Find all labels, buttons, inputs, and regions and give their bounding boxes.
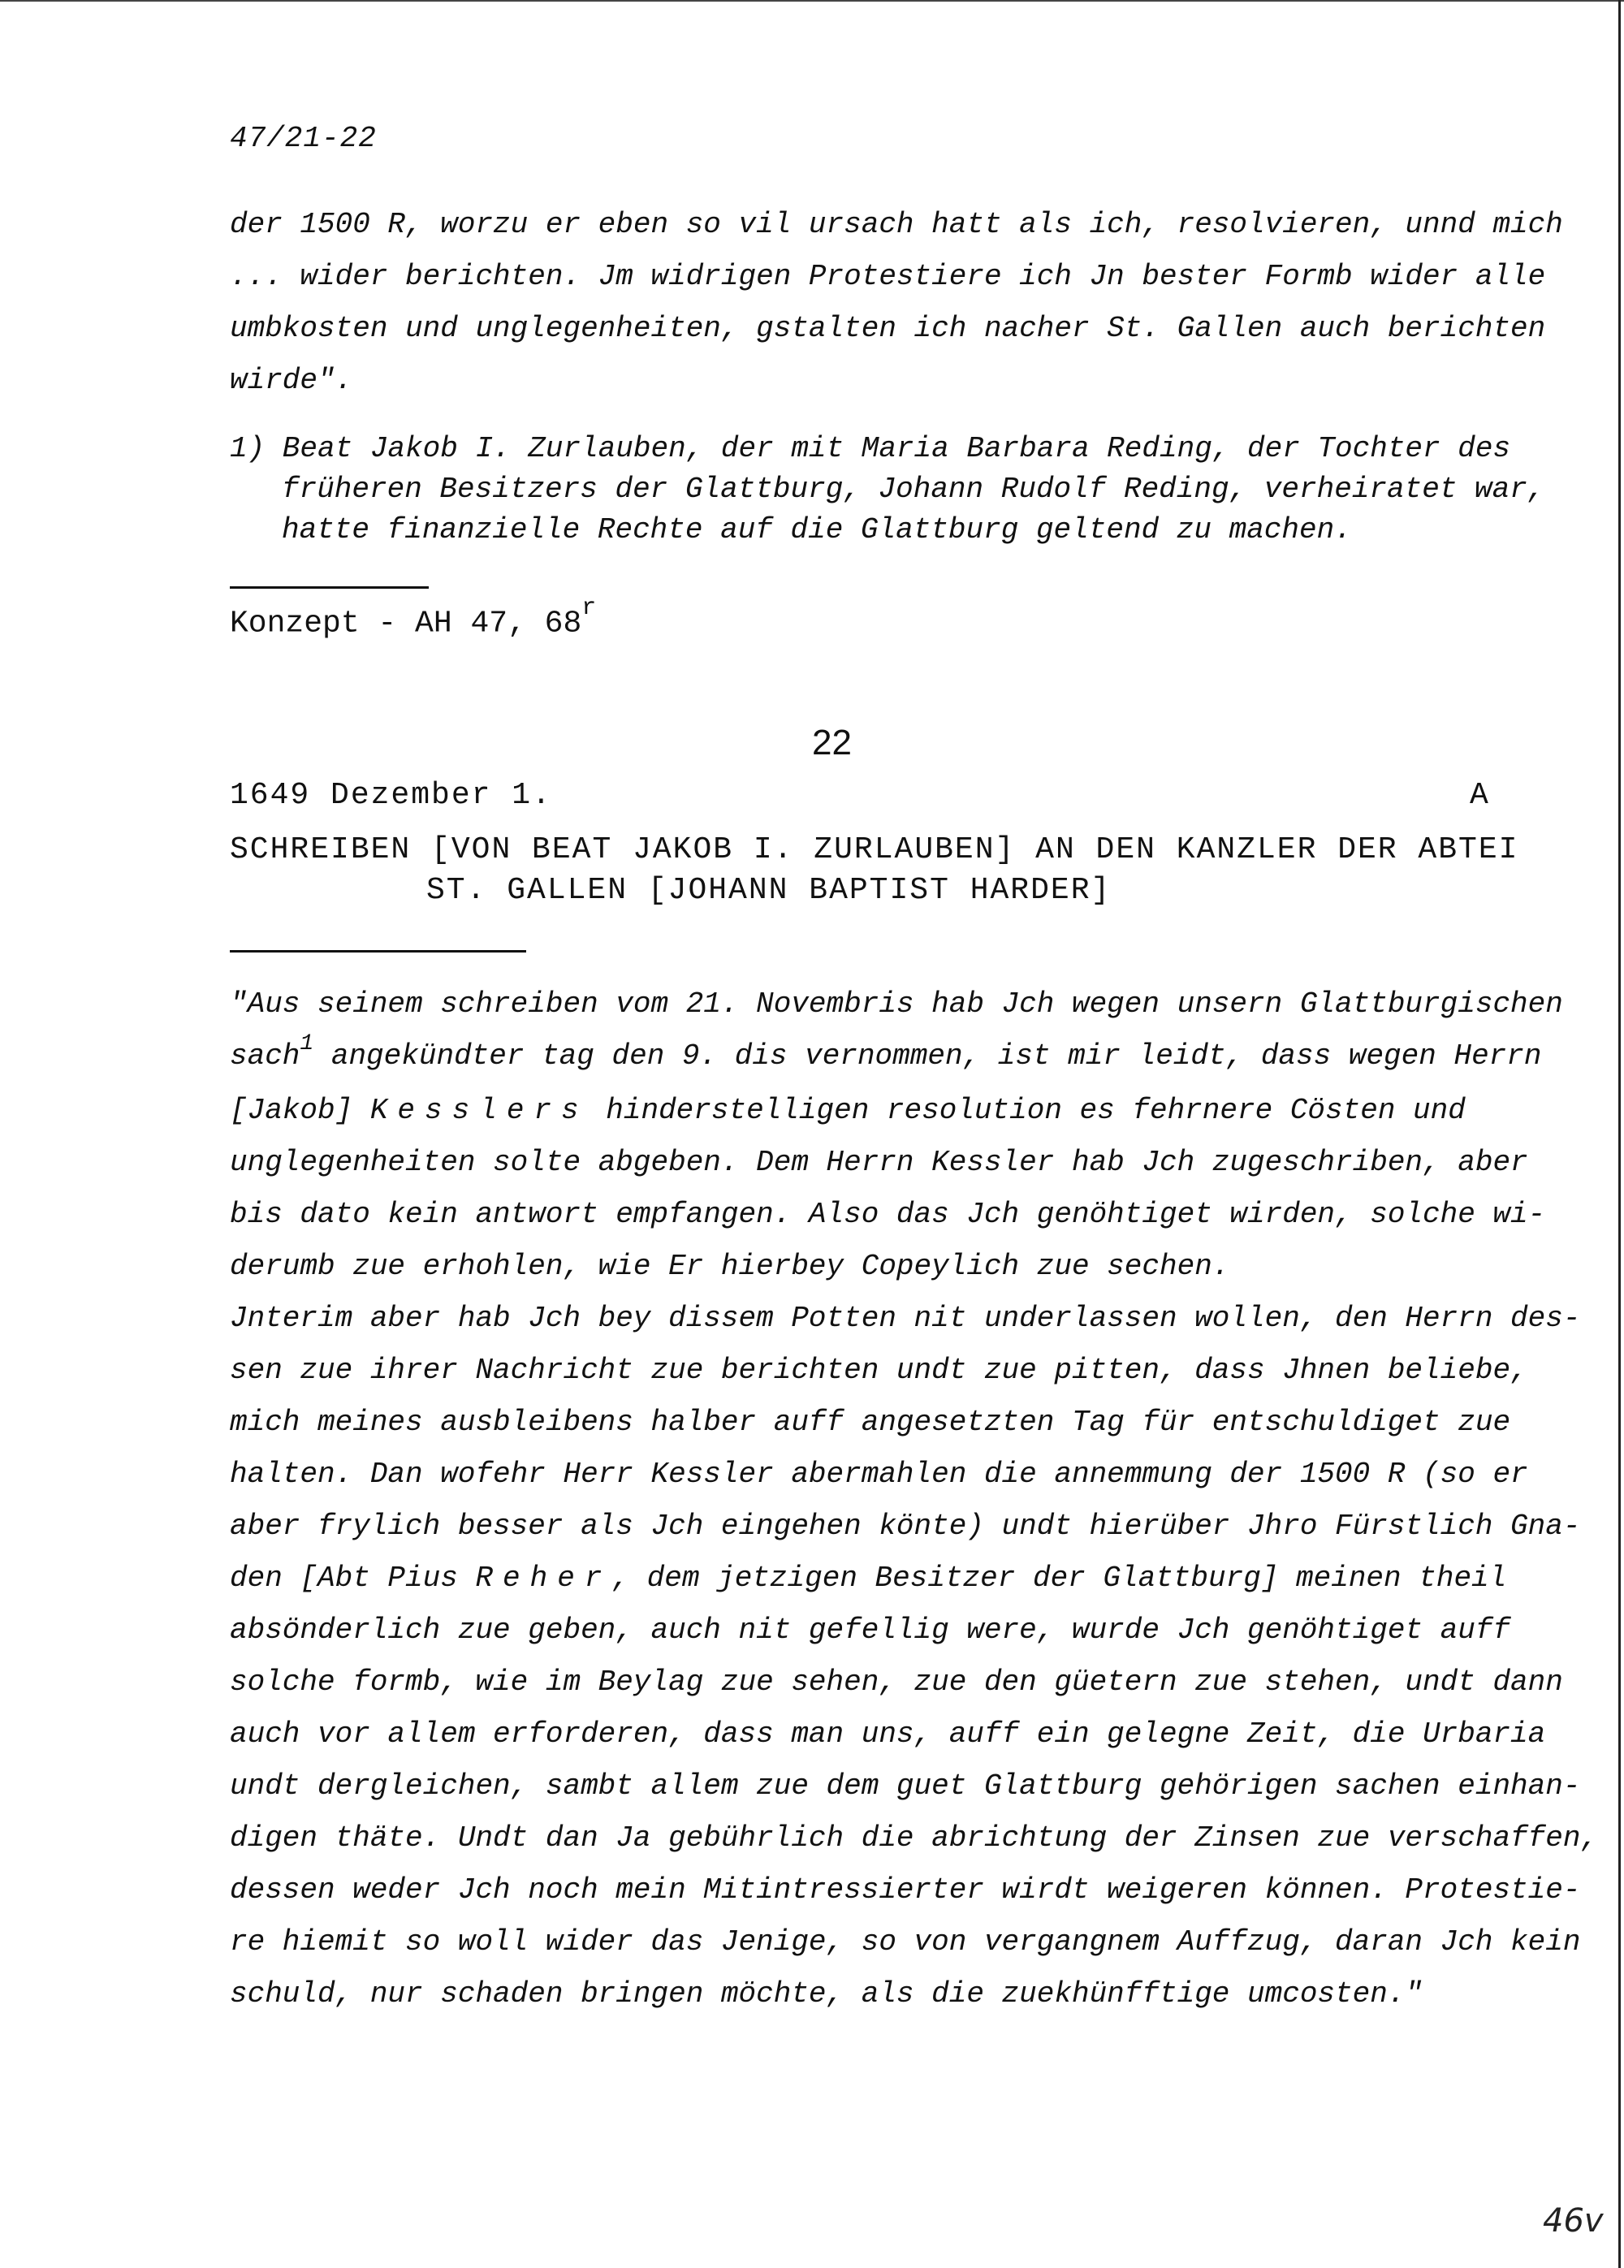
text-line: digen thäte. Undt dan Ja gebührlich die abrichtung der Zinsen zue verschaffen, [230, 1821, 1599, 1855]
scan-edge-right [1618, 0, 1621, 2268]
text-segment: angekündter tag den 9. dis vernommen, ist mir leidt, dass wegen Herrn [313, 1039, 1542, 1073]
text-line: Jnterim aber hab Jch bey dissem Potten nit underlassen wollen, den Herrn des- [230, 1302, 1581, 1335]
letter-body [230, 978, 1599, 2020]
folio-stamp: 46v [1543, 2202, 1604, 2240]
text-line: derumb zue erhohlen, wie Er hierbey Copeylich zue sechen. [230, 1250, 1230, 1283]
text-line: ... wider berichten. Jm widrigen Protestiere ich Jn bester Formb wider alle [230, 260, 1546, 293]
text-line: bis dato kein antwort empfangen. Also das Jch genöhtiget wirden, solche wi- [230, 1198, 1546, 1231]
text-line: umbkosten und unglegenheiten, gstalten ich nacher St. Gallen auch berichten [230, 312, 1546, 345]
footnote-line: 1) Beat Jakob I. Zurlauben, der mit Maria Barbara Reding, der Tochter des [230, 432, 1511, 465]
text-line: der 1500 R, worzu er eben so vil ursach hatt als ich, resolvieren, unnd mich [230, 208, 1563, 241]
previous-document-text [230, 199, 1563, 407]
spaced-name: Kesslers [369, 1094, 589, 1127]
text-line [230, 1553, 1529, 1605]
separator-rule [230, 950, 526, 953]
text-line: re hiemit so woll wider das Jenige, so von vergangnem Auffzug, daran Jch kein [230, 1925, 1581, 1959]
footnote-marker: 1 [300, 1031, 314, 1056]
entry-number: 22 [812, 723, 852, 762]
text-segment: [Jakob] [230, 1094, 370, 1127]
text-line: unglegenheiten solte abgeben. Dem Herrn Kessler hab Jch zugeschriben, aber [230, 1146, 1528, 1179]
text-line: dessen weder Jch noch mein Mitintressierter wirdt weigeren können. Protestie- [230, 1873, 1581, 1907]
text-line: absönderlich zue geben, auch nit gefellig were, wurde Jch genöhtiget auff [230, 1614, 1511, 1647]
heading-line: ST. GALLEN [JOHANN BAPTIST HARDER] [426, 873, 1112, 908]
text-line: solche formb, wie im Beylag zue sehen, zue den güetern zue stehen, undt dann [230, 1665, 1563, 1699]
text-segment: den [Abt Pius [230, 1562, 476, 1595]
footnote [230, 429, 1545, 551]
text-line: halten. Dan wofehr Herr Kessler abermahlen die annemmung der 1500 R (so er [230, 1458, 1528, 1491]
scan-edge-top [0, 0, 1624, 2]
spaced-name: Reher [475, 1562, 612, 1595]
entry-date: 1649 Dezember 1. [230, 778, 552, 813]
text-line: undt dergleichen, sambt allem zue dem guet Glattburg gehörigen sachen einhan- [230, 1769, 1581, 1803]
text-line: schuld, nur schaden bringen möchte, als die zuekhünfftige umcosten." [230, 1977, 1423, 2011]
footnote-line: früheren Besitzers der Glattburg, Johann Rudolf Reding, verheiratet war, [282, 473, 1545, 506]
text-line: aber frylich besser als Jch eingehen könte) undt hierüber Jhro Fürstlich Gna- [230, 1510, 1581, 1543]
heading-line: SCHREIBEN [VON BEAT JAKOB I. ZURLAUBEN] AN DEN KANZLER DER ABTEI [230, 832, 1519, 867]
text-segment: hinderstelligen resolution es fehrnere Cösten und [588, 1094, 1466, 1127]
entry-letter: A [1470, 778, 1488, 813]
page-reference: 47/21-22 [230, 122, 377, 155]
source-superscript: r [581, 594, 597, 622]
entry-heading [230, 830, 1518, 911]
text-line: sen zue ihrer Nachricht zue berichten undt zue pitten, dass Jhnen beliebe, [230, 1354, 1528, 1387]
source-text: Konzept - AH 47, 68 [230, 606, 582, 642]
footnote-line: hatte finanzielle Rechte auf die Glattburg geltend zu machen. [282, 513, 1352, 546]
text-line: mich meines ausbleibens halber auff angesetzten Tag für entschuldiget zue [230, 1406, 1511, 1439]
text-segment: sach [230, 1039, 300, 1073]
text-segment: , dem jetzigen Besitzer der Glattburg] meinen theil [611, 1562, 1507, 1595]
text-line [230, 1030, 1542, 1085]
text-line: wirde". [230, 364, 353, 397]
text-line: auch vor allem erforderen, dass man uns, auff ein gelegne Zeit, die Urbaria [230, 1717, 1546, 1751]
source-reference [230, 594, 597, 642]
text-line: "Aus seinem schreiben vom 21. Novembris hab Jch wegen unsern Glattburgischen [230, 987, 1563, 1021]
text-line [230, 1085, 1529, 1137]
separator-rule [230, 586, 429, 589]
